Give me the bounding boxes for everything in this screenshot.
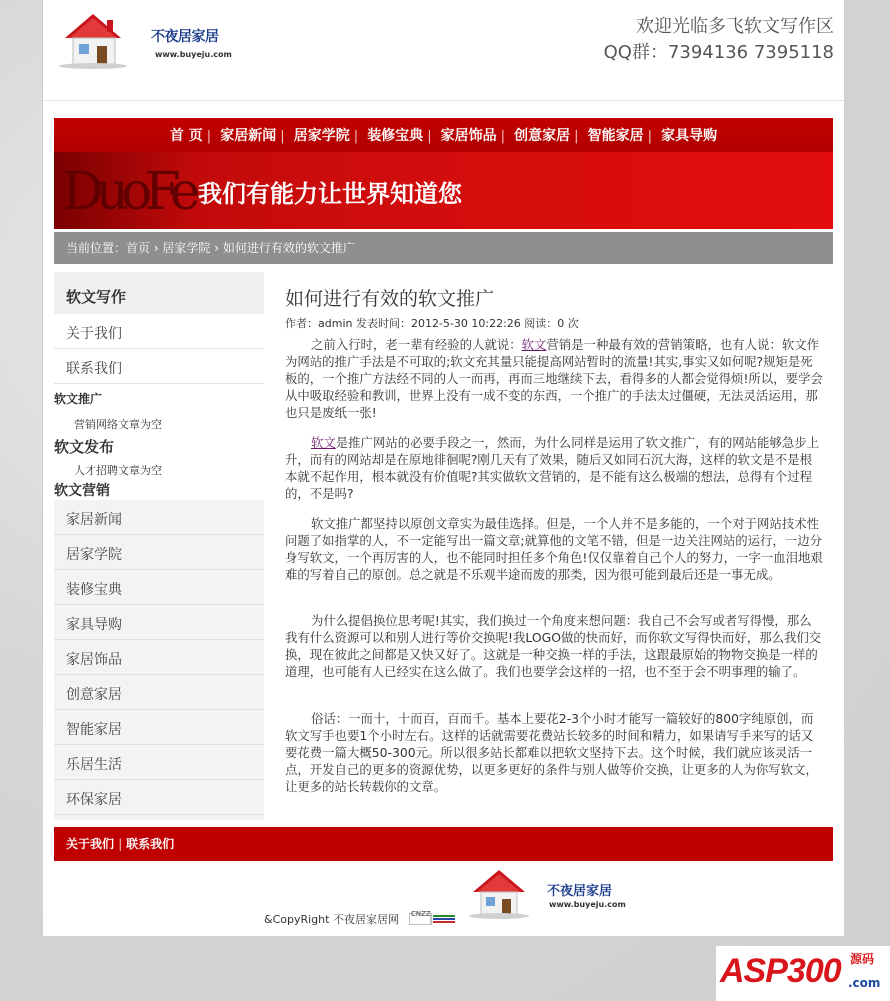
sidebar-item-label: 家具导购 xyxy=(66,617,122,633)
nav-item-news[interactable]: 家居新闻 xyxy=(220,128,277,144)
nav-item-academy[interactable]: 居家学院 xyxy=(293,128,350,144)
banner xyxy=(54,152,833,229)
article-paragraph: 软文推广都坚持以原创文章实为最佳选择。但是，一个人并不是多能的，一个对于网站技术性问题了如指掌的人，不一定能写出一篇文章;就算他的文笔不错，但是一边关注网站的运行，一边分身写软文，一个再厉害的人，也不能同时担任多个角色!仅仅靠着自己个人的努力，一字一血泪地艰难的写着自己的原创。总之就是不乐观半途而废的那类，因为很可能到最后还是一事无成。 xyxy=(285,516,823,582)
sidebar-item-label: 家居新闻 xyxy=(66,512,122,528)
paragraph-text: 之前入行时，老一辈有经验的人就说： xyxy=(311,337,522,352)
sidebar-heading-label: 软文写作 xyxy=(66,288,127,306)
copyright-text: &CopyRight 不夜居家居网 xyxy=(264,913,399,926)
nav-item-accessories[interactable]: 家居饰品 xyxy=(440,128,497,144)
breadcrumb: 当前位置：首页 › 居家学院 › 如何进行有效的软文推广 xyxy=(54,232,833,264)
qq-group-text: QQ群：7394136 7395118 xyxy=(603,42,834,63)
article-meta: 作者：admin 发表时间：2012-5-30 10:22:26 阅读：0 次 xyxy=(285,317,579,330)
sidebar-item-accessories[interactable] xyxy=(54,640,264,675)
sidebar-category-marketing[interactable]: 软文营销 xyxy=(54,483,110,499)
sidebar-item-decoration[interactable] xyxy=(54,570,264,605)
footer-nav: 关于我们 | 联系我们 xyxy=(54,827,833,861)
cnzz-badge[interactable] xyxy=(409,910,457,922)
sidebar-item-label: 联系我们 xyxy=(66,361,122,377)
main-nav: 首 页 | 家居新闻 | 居家学院 | 装修宝典 | 家居饰品 | 创意家居 | 智能家居 | 家具导购 xyxy=(54,118,833,152)
nav-item-smart[interactable]: 智能家居 xyxy=(587,128,644,144)
keyword-link[interactable]: 软文 xyxy=(311,435,336,450)
nav-item-furniture-guide[interactable]: 家具导购 xyxy=(661,128,718,144)
article-paragraph xyxy=(285,336,823,421)
sidebar-heading xyxy=(54,272,264,314)
sidebar-empty-note: 营销网络文章为空 xyxy=(74,418,162,431)
footer-link-contact[interactable]: 联系我们 xyxy=(126,837,175,851)
logo-text: 不夜居家居 xyxy=(151,29,219,45)
banner-slogan: 我们有能力让世界知道您 xyxy=(198,180,462,208)
banner-logo: DuoFe xyxy=(62,162,193,222)
footer-link-about[interactable]: 关于我们 xyxy=(66,837,115,851)
sidebar-item-label: 环保家居 xyxy=(66,792,122,808)
logo-url: www.buyeju.com xyxy=(155,50,232,59)
nav-item-home[interactable]: 首 页 xyxy=(169,128,203,144)
page-container xyxy=(42,0,845,936)
sidebar-item-furniture-guide[interactable] xyxy=(54,605,264,640)
sidebar-category-publish[interactable]: 软文发布 xyxy=(54,438,115,456)
article-paragraph xyxy=(285,434,823,502)
sidebar-category-list xyxy=(54,500,264,820)
paragraph-text: 营销是一种最有效的营销策略，也有人说：软文作为网站的推广手法是不可取的;软文充其量只能提高网站暂时的流量!其实,事实又如何呢?规矩是死板的，一个推广方法经不同的人一而再，再而三地继续下去，看得多的人都会觉得烦!所以，要学会从中吸取经验和教训，世界上没有一成不变的东西，一个推广的手法太过僵硬，无法灵活运用，那也只是废纸一张! xyxy=(285,337,823,420)
watermark-logo xyxy=(716,946,890,1001)
paragraph-text: 是推广网站的必要手段之一，然而，为什么同样是运用了软文推广，有的网站能够急步上升，而有的网站却是在原地徘徊呢?刚几天有了效果，随后又如同石沉大海，这样的软文是不是根本就不起作用，根本就没有价值呢?其实做软文营销的，是不能有这么极端的想法，总得有个过程的，不是吗? xyxy=(285,435,820,501)
welcome-text: 欢迎光临多飞软文写作区 xyxy=(636,16,834,37)
article-paragraph: 俗话：一而十，十而百，百而千。基本上要花2-3个小时才能写一篇较好的800字纯原创，而软文写手也要1个小时左右。这样的话就需要花费站长较多的时间和精力，如果请写手来写的话又要花费一篇大概50-300元。所以很多站长都难以把软文坚持下去。这个时候，我们就应该灵活一点，开发自己的更多的资源优势，以更多更好的条件与别人做等价交换，让更多的人为你写软文，让更多的站长转载你的文章。 xyxy=(285,711,818,794)
watermark-com: .com xyxy=(848,976,881,990)
sidebar-item-creative[interactable] xyxy=(54,675,264,710)
article-title: 如何进行有效的软文推广 xyxy=(285,288,495,310)
sidebar-item-contact[interactable] xyxy=(54,349,264,384)
sidebar-item-label: 家居饰品 xyxy=(66,652,122,668)
watermark-text: ASP300 xyxy=(720,952,841,990)
sidebar-item-living[interactable] xyxy=(54,745,264,780)
sidebar-item-label: 乐居生活 xyxy=(66,757,122,773)
sidebar-item-label: 居家学院 xyxy=(66,547,122,563)
sidebar-item-label: 智能家居 xyxy=(66,722,122,738)
sidebar-item-label: 装修宝典 xyxy=(66,582,122,598)
sidebar-item-label: 创意家居 xyxy=(66,687,122,703)
article-paragraph: 为什么提倡换位思考呢!其实，我们换过一个角度来想问题：我自己不会写或者写得慢，那么我有什么资源可以和别人进行等价交换呢!我LOGO做的快而好，而你软文写得快而好，那么我们交换，现在彼此之间都是又快又好了。这就是一种交换一样的手法，这跟最原始的物物交换是一样的道理，也可能有人已经实在这么做了。我们也要学会这样的一招，也不至于会不明事理的输了。 xyxy=(285,613,822,679)
sidebar-item-news[interactable] xyxy=(54,500,264,535)
sidebar-item-label: 关于我们 xyxy=(66,326,122,342)
footer-logo-url: www.buyeju.com xyxy=(549,900,626,909)
footer-logo-text: 不夜居家居 xyxy=(547,884,613,899)
sidebar xyxy=(54,272,264,820)
watermark-side: 源码 xyxy=(850,952,875,966)
site-header xyxy=(43,0,844,101)
nav-item-decoration[interactable]: 装修宝典 xyxy=(367,128,424,144)
site-logo[interactable] xyxy=(59,10,232,70)
sidebar-item-smart[interactable] xyxy=(54,710,264,745)
badge-label: CNZZ xyxy=(411,910,431,918)
sidebar-empty-note: 人才招聘文章为空 xyxy=(74,464,162,477)
nav-item-creative[interactable]: 创意家居 xyxy=(514,128,571,144)
sidebar-item-about[interactable] xyxy=(54,314,264,349)
welcome-block xyxy=(604,14,834,66)
keyword-link[interactable]: 软文 xyxy=(521,337,547,352)
sidebar-item-academy[interactable] xyxy=(54,535,264,570)
sidebar-category-promotion[interactable]: 软文推广 xyxy=(54,392,103,406)
footer-logo[interactable] xyxy=(469,868,629,920)
sidebar-item-eco[interactable] xyxy=(54,780,264,815)
